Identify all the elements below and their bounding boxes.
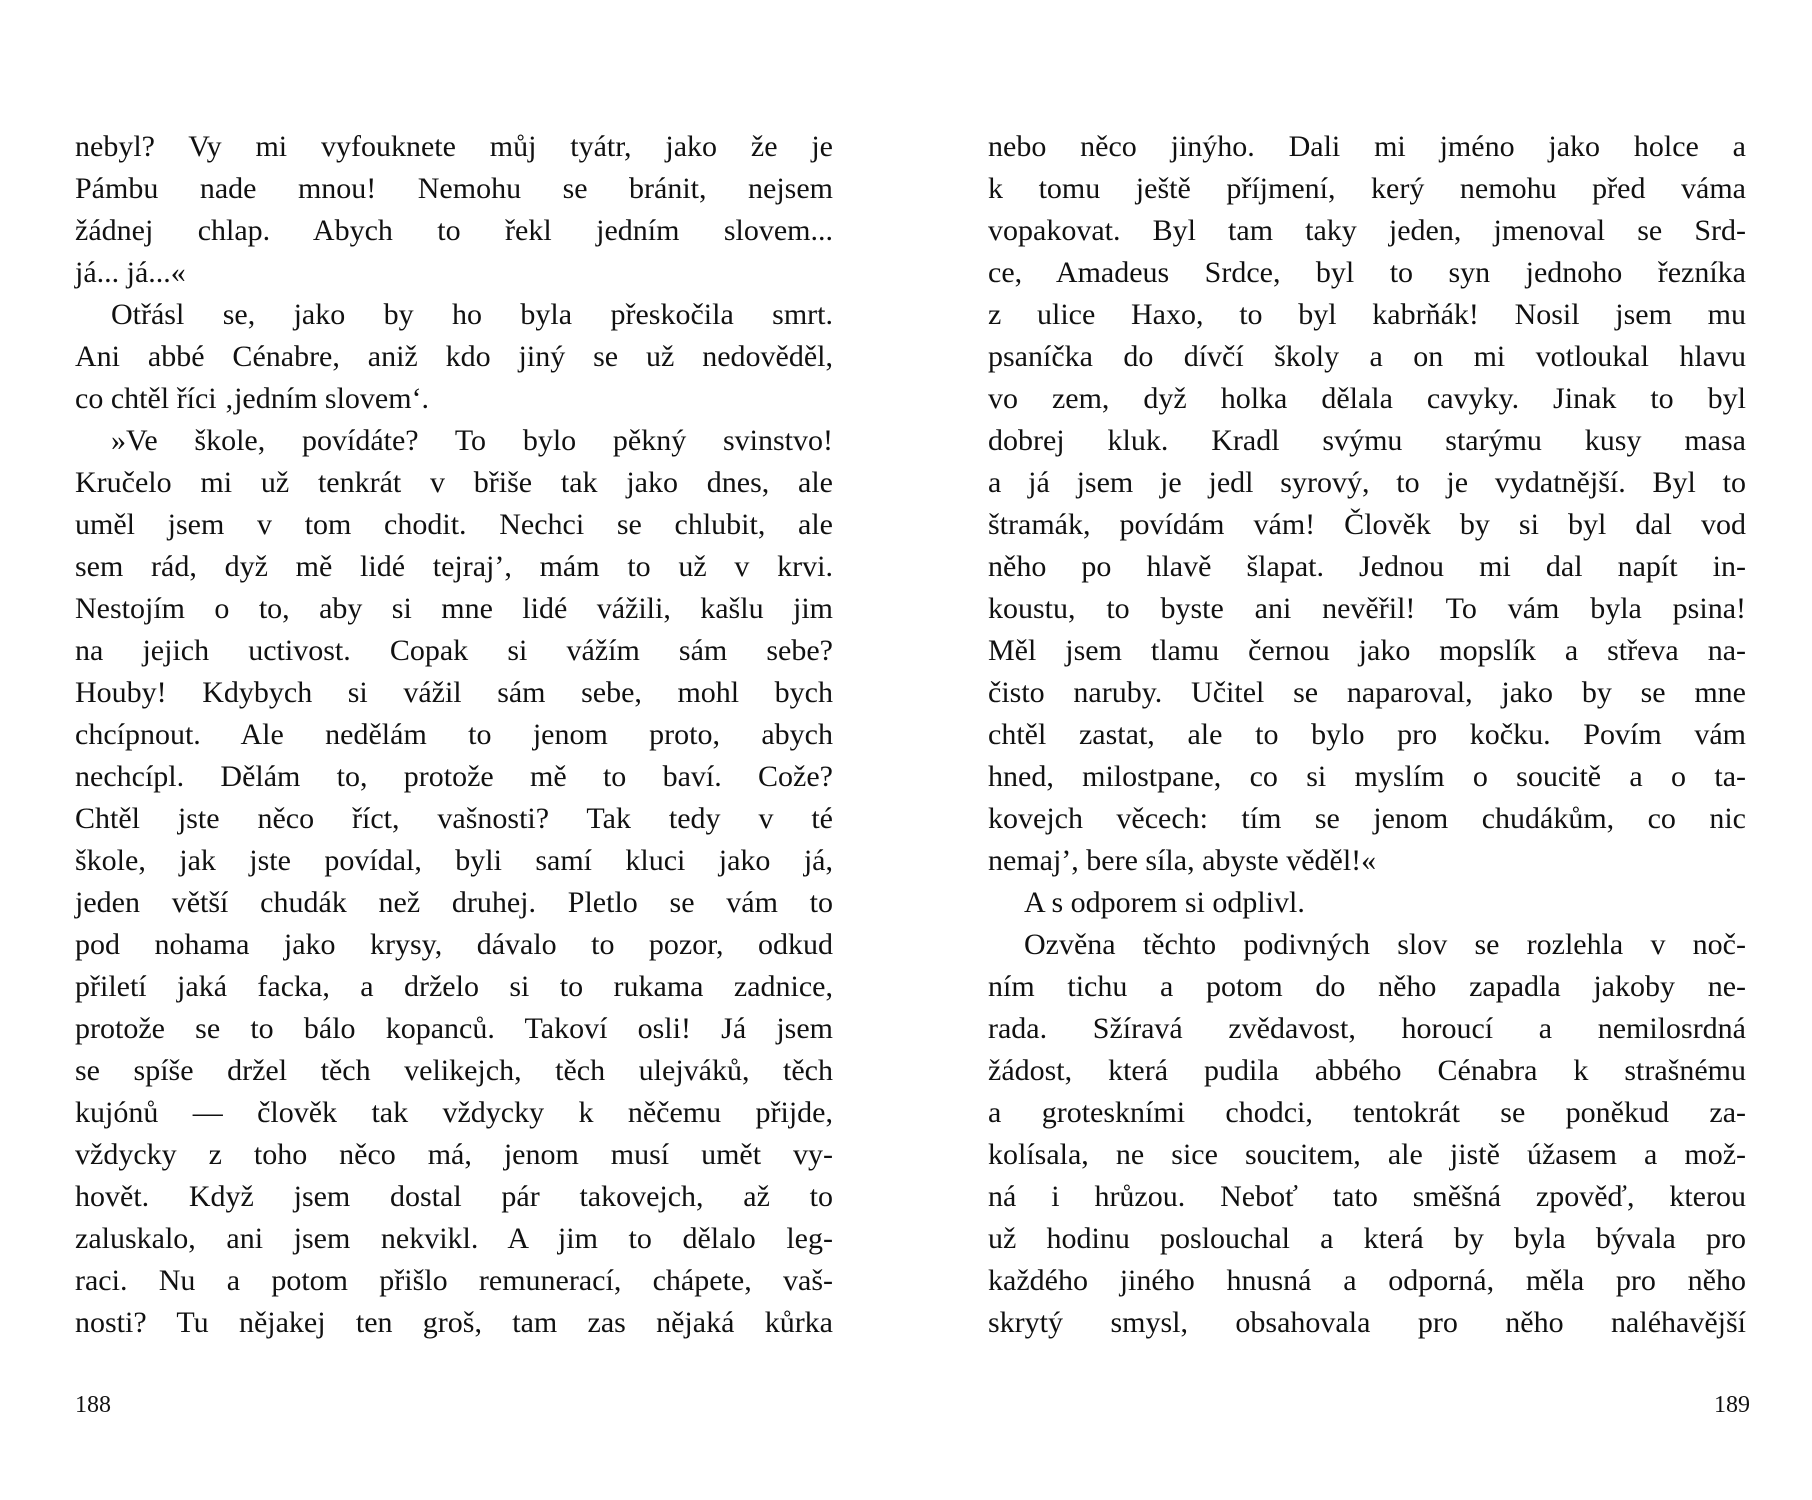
text-line: chcípnout. Ale nedělám to jenom proto, abych	[75, 718, 833, 751]
text-line: protože se to bálo kopanců. Takoví osli! Já jsem	[75, 1012, 833, 1045]
page-number-left: 188	[75, 1392, 111, 1418]
text-line: sem rád, dyž mě lidé tejraj’, mám to už v krvi.	[75, 550, 833, 583]
text-line: co chtěl říci ‚jedním slovem‘.	[75, 382, 430, 415]
text-line: ná i hrůzou. Neboť tato směšná zpověď, kterou	[988, 1180, 1746, 1213]
text-line: kovejch věcech: tím se jenom chudákům, co nic	[988, 802, 1746, 835]
text-line: jeden větší chudák než druhej. Pletlo se vám to	[75, 886, 833, 919]
text-line: a já jsem je jedl syrový, to je vydatnější. Byl to	[988, 466, 1746, 499]
text-line: každého jiného hnusná a odporná, měla pro něho	[988, 1264, 1746, 1297]
text-line: žádnej chlap. Abych to řekl jedním slovem...	[75, 214, 833, 247]
text-line: už hodinu poslouchal a která by byla bývala pro	[988, 1222, 1746, 1255]
text-line: raci. Nu a potom přišlo remunerací, chápete, vaš-	[75, 1264, 833, 1297]
text-line: k tomu ještě příjmení, kerý nemohu před váma	[988, 172, 1746, 205]
text-line: Měl jsem tlamu černou jako mopslík a střeva na-	[988, 634, 1746, 667]
text-line: »Ve škole, povídáte? To bylo pěkný svinstvo!	[111, 424, 833, 457]
text-line: nebyl? Vy mi vyfouknete můj tyátr, jako že je	[75, 130, 833, 163]
text-line: koustu, to byste ani nevěřil! To vám byla psina!	[988, 592, 1746, 625]
text-line: pod nohama jako krysy, dávalo to pozor, odkud	[75, 928, 833, 961]
text-line: Kručelo mi už tenkrát v břiše tak jako dnes, ale	[75, 466, 833, 499]
text-line: chtěl zastat, ale to bylo pro kočku. Povím vám	[988, 718, 1746, 751]
text-line: vo zem, dyž holka dělala cavyky. Jinak to byl	[988, 382, 1746, 415]
page-number-right: 189	[1714, 1392, 1750, 1418]
text-line: skrytý smysl, obsahovala pro něho naléhavější	[988, 1306, 1746, 1339]
text-line: nebo něco jinýho. Dali mi jméno jako holce a	[988, 130, 1746, 163]
text-line: kolísala, ne sice soucitem, ale jistě úžasem a mož-	[988, 1138, 1746, 1171]
text-line: hned, milostpane, co si myslím o soucitě a o ta-	[988, 760, 1746, 793]
text-line: vždycky z toho něco má, jenom musí umět vy-	[75, 1138, 833, 1171]
text-line: Otřásl se, jako by ho byla přeskočila smrt.	[111, 298, 833, 331]
text-line: Ozvěna těchto podivných slov se rozlehla v noč-	[1024, 928, 1746, 961]
text-line: dobrej kluk. Kradl svýmu starýmu kusy masa	[988, 424, 1746, 457]
text-line: zaluskalo, ani jsem nekvikl. A jim to dělalo leg-	[75, 1222, 833, 1255]
text-line: žádost, která pudila abbého Cénabra k strašnému	[988, 1054, 1746, 1087]
right-page-text	[988, 126, 1746, 1344]
text-line: uměl jsem v tom chodit. Nechci se chlubit, ale	[75, 508, 833, 541]
text-line: nechcípl. Dělám to, protože mě to baví. Cože?	[75, 760, 833, 793]
text-line: A s odporem si odplivl.	[1024, 886, 1305, 919]
text-line: rada. Sžíravá zvědavost, horoucí a nemilosrdná	[988, 1012, 1746, 1045]
text-line: Nestojím o to, aby si mne lidé vážili, kašlu jim	[75, 592, 833, 625]
text-line: čisto naruby. Učitel se naparoval, jako by se mne	[988, 676, 1746, 709]
text-line: Houby! Kdybych si vážil sám sebe, mohl bych	[75, 676, 833, 709]
text-line: na jejich uctivost. Copak si vážím sám sebe?	[75, 634, 833, 667]
text-line: ním tichu a potom do něho zapadla jakoby ne-	[988, 970, 1746, 1003]
text-line: štramák, povídám vám! Člověk by si byl dal vod	[988, 508, 1746, 541]
text-line: vopakovat. Byl tam taky jeden, jmenoval se Srd-	[988, 214, 1746, 247]
text-line: Chtěl jste něco říct, vašnosti? Tak tedy v té	[75, 802, 833, 835]
text-line: nosti? Tu nějakej ten groš, tam zas nějaká kůrka	[75, 1306, 833, 1339]
text-line: Pámbu nade mnou! Nemohu se bránit, nejsem	[75, 172, 833, 205]
left-page-text	[75, 126, 833, 1344]
text-line: a groteskními chodci, tentokrát se poněkud za-	[988, 1096, 1746, 1129]
text-line: já... já...«	[75, 256, 186, 289]
text-line: nemaj’, bere síla, abyste věděl!«	[988, 844, 1377, 877]
text-line: něho po hlavě šlapat. Jednou mi dal napít in-	[988, 550, 1746, 583]
text-line: ce, Amadeus Srdce, byl to syn jednoho řezníka	[988, 256, 1746, 289]
text-line: z ulice Haxo, to byl kabrňák! Nosil jsem mu	[988, 298, 1746, 331]
text-line: hovět. Když jsem dostal pár takovejch, až to	[75, 1180, 833, 1213]
text-line: kujónů — člověk tak vždycky k něčemu přijde,	[75, 1096, 833, 1129]
text-line: Ani abbé Cénabre, aniž kdo jiný se už nedověděl,	[75, 340, 833, 373]
text-line: škole, jak jste povídal, byli samí kluci jako já,	[75, 844, 833, 877]
text-line: přiletí jaká facka, a drželo si to rukama zadnice,	[75, 970, 833, 1003]
text-line: psaníčka do dívčí školy a on mi votloukal hlavu	[988, 340, 1746, 373]
text-line: se spíše držel těch velikejch, těch ulejváků, těch	[75, 1054, 833, 1087]
